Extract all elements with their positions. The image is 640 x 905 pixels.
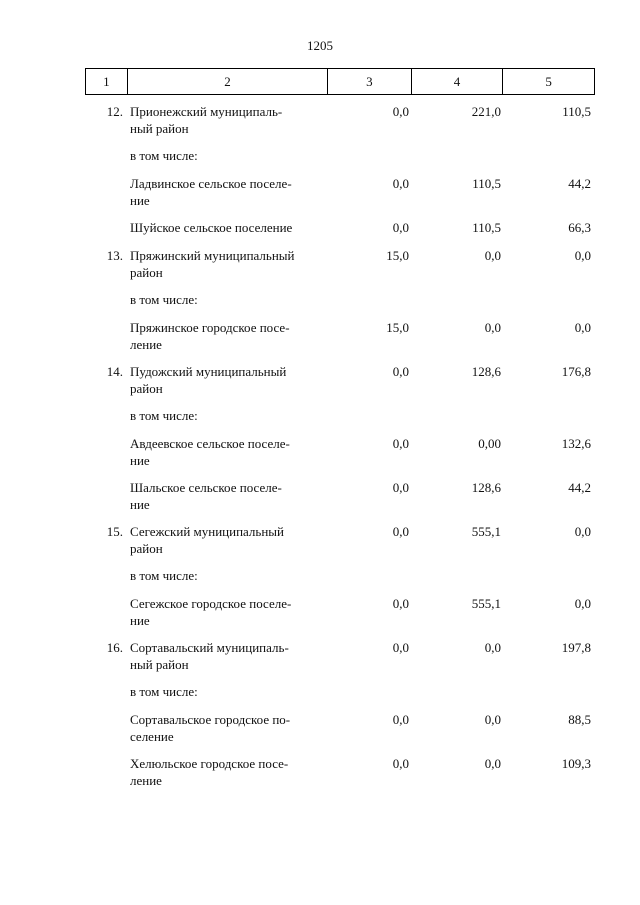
row-name-line: Сегежский муниципальный bbox=[130, 524, 284, 539]
row-value-c3 bbox=[328, 683, 412, 711]
row-name bbox=[127, 523, 328, 567]
row-number bbox=[85, 175, 127, 219]
row-value-c3: 0,0 bbox=[392, 640, 409, 655]
row-name bbox=[127, 435, 328, 479]
table-row bbox=[85, 755, 595, 799]
row-value-c5 bbox=[504, 683, 595, 711]
row-name bbox=[127, 291, 328, 319]
row-number: 12. bbox=[106, 104, 123, 119]
table-row bbox=[85, 683, 595, 711]
table-row bbox=[85, 247, 595, 291]
table-row bbox=[85, 711, 595, 755]
row-value-c3: 0,0 bbox=[392, 176, 409, 191]
row-name-line: ние bbox=[130, 453, 150, 468]
row-name bbox=[127, 219, 328, 247]
table-header bbox=[85, 68, 595, 95]
row-value-c4: 0,0 bbox=[484, 320, 501, 335]
row-value-c5: 0,0 bbox=[574, 320, 591, 335]
row-number bbox=[85, 319, 127, 363]
table-body bbox=[85, 103, 595, 799]
row-value-c5: 176,8 bbox=[561, 364, 591, 379]
row-value-c4 bbox=[412, 407, 504, 435]
row-name-line: ние bbox=[130, 497, 150, 512]
row-name-line: ный район bbox=[130, 657, 189, 672]
row-value-c4: 110,5 bbox=[472, 176, 501, 191]
row-value-c5: 44,2 bbox=[568, 176, 591, 191]
row-name bbox=[127, 711, 328, 755]
row-name-line: ние bbox=[130, 193, 150, 208]
row-value-c5: 66,3 bbox=[568, 220, 591, 235]
row-number bbox=[85, 291, 127, 319]
row-value-c3: 0,0 bbox=[392, 524, 409, 539]
row-name-line: Пряжинское городское посе- bbox=[130, 320, 290, 335]
row-value-c4: 110,5 bbox=[472, 220, 501, 235]
table-row bbox=[85, 479, 595, 523]
row-value-c3: 0,0 bbox=[392, 756, 409, 771]
header-col-4: 4 bbox=[412, 69, 504, 94]
row-value-c4: 0,0 bbox=[484, 640, 501, 655]
table-row bbox=[85, 319, 595, 363]
row-number: 16. bbox=[106, 640, 123, 655]
row-value-c4: 221,0 bbox=[471, 104, 501, 119]
row-name-line: Сортавальское городское по- bbox=[130, 712, 291, 727]
row-name-line: в том числе: bbox=[130, 292, 198, 307]
row-name-line: район bbox=[130, 541, 163, 556]
row-value-c4: 128,6 bbox=[471, 364, 501, 379]
row-value-c5 bbox=[504, 567, 595, 595]
row-name-line: в том числе: bbox=[130, 568, 198, 583]
row-value-c4: 0,0 bbox=[484, 248, 501, 263]
row-value-c4 bbox=[412, 567, 504, 595]
row-number bbox=[85, 147, 127, 175]
row-number: 14. bbox=[106, 364, 123, 379]
row-value-c3: 0,0 bbox=[392, 436, 409, 451]
row-value-c3 bbox=[328, 147, 412, 175]
row-value-c4: 555,1 bbox=[471, 524, 501, 539]
row-name-line: Пряжинский муниципальный bbox=[130, 248, 295, 263]
row-name-line: Ладвинское сельское поселе- bbox=[130, 176, 292, 191]
row-number bbox=[85, 595, 127, 639]
table-row bbox=[85, 103, 595, 147]
row-name-line: Сегежское городское поселе- bbox=[130, 596, 292, 611]
row-name-line: Прионежский муниципаль- bbox=[130, 104, 283, 119]
row-name bbox=[127, 147, 328, 175]
row-value-c3: 15,0 bbox=[386, 320, 409, 335]
row-name-line: ление bbox=[130, 773, 162, 788]
row-name bbox=[127, 479, 328, 523]
row-value-c4 bbox=[412, 291, 504, 319]
row-number bbox=[85, 683, 127, 711]
table-row bbox=[85, 523, 595, 567]
row-value-c4: 555,1 bbox=[471, 596, 501, 611]
row-value-c3: 0,0 bbox=[392, 480, 409, 495]
table-row bbox=[85, 639, 595, 683]
row-name bbox=[127, 175, 328, 219]
row-value-c3: 0,0 bbox=[392, 364, 409, 379]
row-value-c5: 0,0 bbox=[574, 248, 591, 263]
row-value-c4: 0,0 bbox=[484, 756, 501, 771]
row-value-c4: 0,0 bbox=[484, 712, 501, 727]
row-name-line: в том числе: bbox=[130, 684, 198, 699]
row-name bbox=[127, 319, 328, 363]
row-number bbox=[85, 479, 127, 523]
row-value-c4: 0,00 bbox=[478, 436, 501, 451]
row-name-line: ление bbox=[130, 337, 162, 352]
row-name-line: Хелюльское городское посе- bbox=[130, 756, 289, 771]
row-name-line: Сортавальский муниципаль- bbox=[130, 640, 289, 655]
row-name-line: ный район bbox=[130, 121, 189, 136]
row-name-line: район bbox=[130, 265, 163, 280]
row-value-c5 bbox=[504, 407, 595, 435]
row-value-c5: 0,0 bbox=[574, 596, 591, 611]
row-name bbox=[127, 103, 328, 147]
table-row bbox=[85, 291, 595, 319]
row-number bbox=[85, 219, 127, 247]
row-name-line: Авдеевское сельское поселе- bbox=[130, 436, 290, 451]
table-row bbox=[85, 567, 595, 595]
row-number bbox=[85, 435, 127, 479]
table-row bbox=[85, 435, 595, 479]
row-value-c5: 110,5 bbox=[562, 104, 591, 119]
row-name bbox=[127, 567, 328, 595]
row-name bbox=[127, 683, 328, 711]
row-name-line: Шуйское сельское поселение bbox=[130, 220, 293, 235]
header-col-2: 2 bbox=[128, 69, 328, 94]
row-name-line: район bbox=[130, 381, 163, 396]
row-number bbox=[85, 711, 127, 755]
row-value-c5 bbox=[504, 291, 595, 319]
row-value-c5 bbox=[504, 147, 595, 175]
row-value-c5: 109,3 bbox=[561, 756, 591, 771]
table-row bbox=[85, 219, 595, 247]
row-value-c3 bbox=[328, 567, 412, 595]
row-value-c5: 44,2 bbox=[568, 480, 591, 495]
row-value-c5: 197,8 bbox=[561, 640, 591, 655]
row-value-c3: 15,0 bbox=[386, 248, 409, 263]
row-name bbox=[127, 639, 328, 683]
row-name-line: Шальское сельское поселе- bbox=[130, 480, 282, 495]
row-name bbox=[127, 407, 328, 435]
row-name-line: в том числе: bbox=[130, 148, 198, 163]
header-col-5: 5 bbox=[545, 73, 552, 89]
row-value-c3: 0,0 bbox=[392, 220, 409, 235]
row-value-c5: 88,5 bbox=[568, 712, 591, 727]
table-row bbox=[85, 363, 595, 407]
header-col-1: 1 bbox=[86, 69, 128, 94]
row-value-c4 bbox=[412, 147, 504, 175]
row-value-c3: 0,0 bbox=[392, 712, 409, 727]
row-value-c3: 0,0 bbox=[392, 596, 409, 611]
row-number bbox=[85, 407, 127, 435]
row-value-c5: 0,0 bbox=[574, 524, 591, 539]
row-value-c3 bbox=[328, 407, 412, 435]
row-number bbox=[85, 755, 127, 799]
table-row bbox=[85, 595, 595, 639]
table-row bbox=[85, 407, 595, 435]
table-row bbox=[85, 175, 595, 219]
row-name-line: селение bbox=[130, 729, 174, 744]
row-name bbox=[127, 755, 328, 799]
row-number: 13. bbox=[106, 248, 123, 263]
row-name-line: Пудожский муниципальный bbox=[130, 364, 287, 379]
row-number: 15. bbox=[106, 524, 123, 539]
row-value-c3 bbox=[328, 291, 412, 319]
row-number bbox=[85, 567, 127, 595]
row-value-c5: 132,6 bbox=[561, 436, 591, 451]
row-name bbox=[127, 595, 328, 639]
row-value-c4: 128,6 bbox=[471, 480, 501, 495]
table-row bbox=[85, 147, 595, 175]
row-name-line: в том числе: bbox=[130, 408, 198, 423]
row-name bbox=[127, 247, 328, 291]
page-number: 1205 bbox=[307, 38, 333, 53]
row-value-c4 bbox=[412, 683, 504, 711]
row-name bbox=[127, 363, 328, 407]
header-col-3: 3 bbox=[328, 69, 412, 94]
row-name-line: ние bbox=[130, 613, 150, 628]
row-value-c3: 0,0 bbox=[392, 104, 409, 119]
